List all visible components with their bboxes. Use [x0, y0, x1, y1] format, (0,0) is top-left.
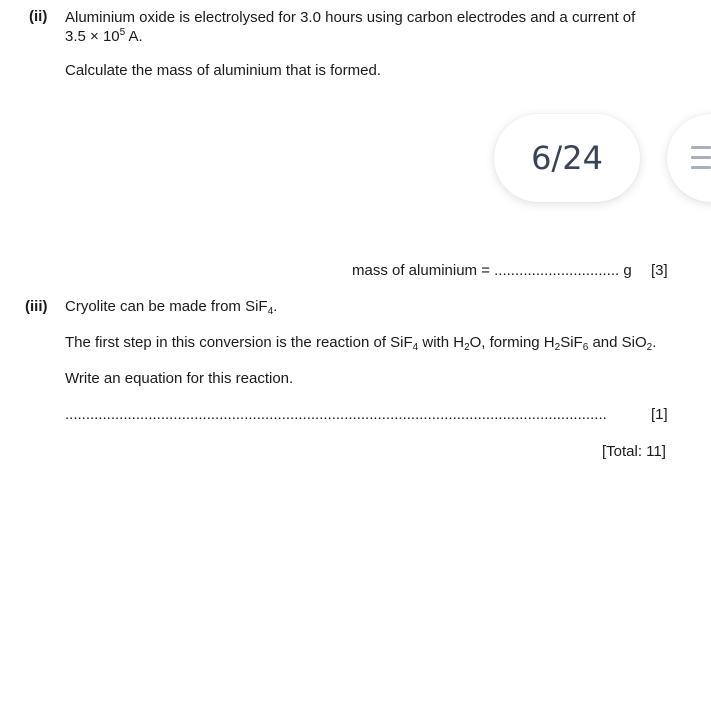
total-marks: [Total: 11]: [602, 443, 666, 460]
question-iii-line1: Cryolite can be made from SiF$_4$.: [65, 298, 278, 317]
question-number-ii: (ii): [29, 8, 48, 25]
question-iii-instruction: Write an equation for this reaction.: [65, 370, 294, 387]
answer-label: mass of aluminium =: [352, 262, 495, 279]
marks-iii: [1]: [651, 406, 668, 423]
hamburger-menu-icon: [691, 146, 711, 170]
answer-line-mass-of-aluminium: [352, 262, 632, 279]
question-ii-text: [65, 8, 669, 46]
page-indicator[interactable]: 6/24: [494, 114, 640, 202]
question-ii-instruction: Calculate the mass of aluminium that is formed.: [65, 62, 381, 79]
question-iii-line2: The first step in this conversion is the reaction of SiF$_4$ with $H_2O$, forming $H_2SiF_6$ and SiO$_2$.: [65, 334, 657, 353]
answer-blank[interactable]: ..............................: [494, 262, 620, 279]
question-ii-current-value: $3.5 \times 10^5$ A.: [65, 27, 143, 45]
question-ii-line1: Aluminium oxide is electrolysed for 3.0 hours using carbon electrodes and a current of: [65, 9, 636, 26]
menu-button[interactable]: [667, 114, 711, 202]
marks-ii: [3]: [651, 262, 668, 279]
answer-unit: g: [619, 262, 632, 279]
answer-blank-equation[interactable]: ..................................................................................................................................: [65, 406, 607, 423]
question-number-iii: (iii): [25, 298, 48, 315]
